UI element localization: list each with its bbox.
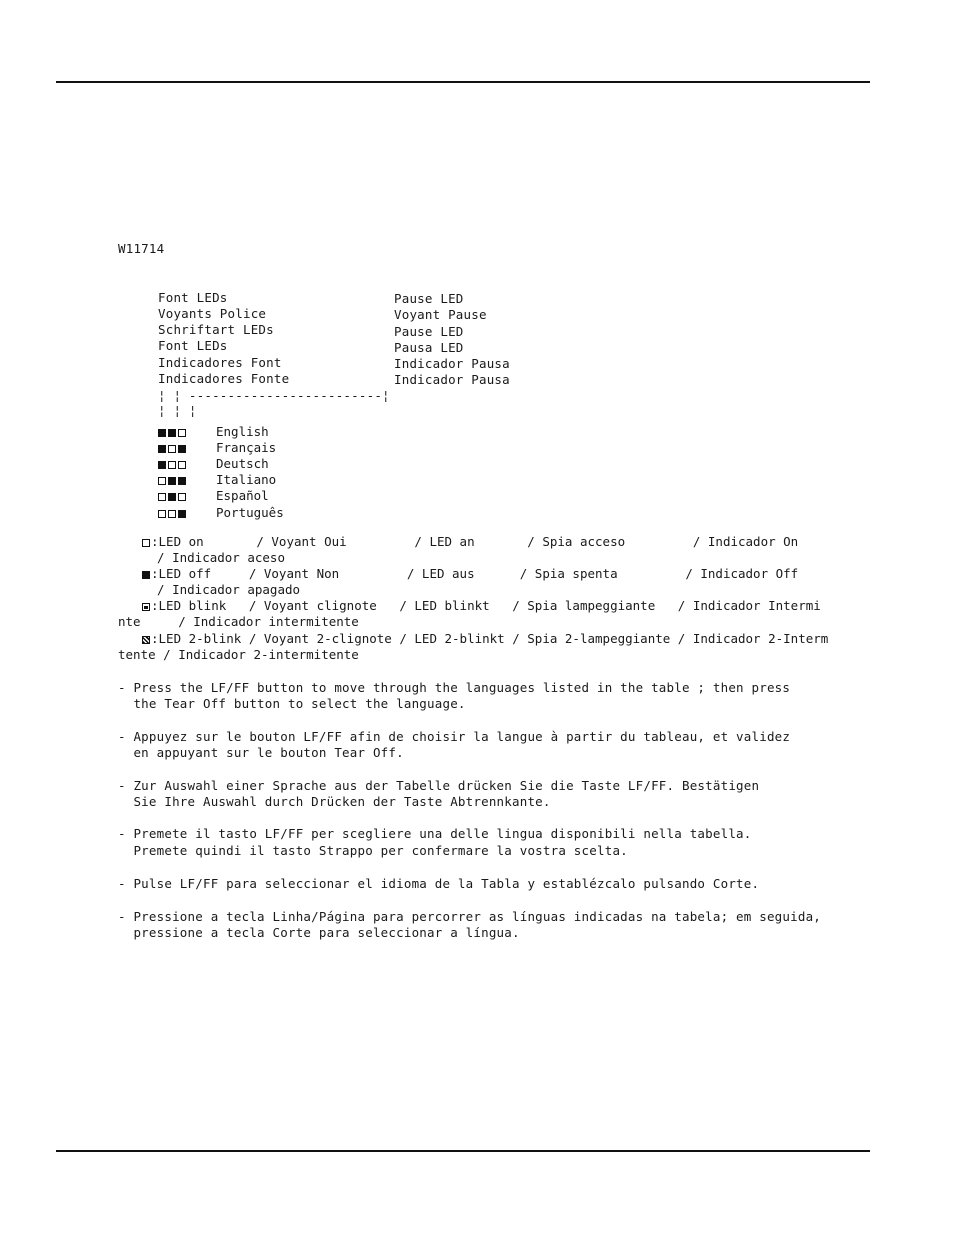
legend-blink: :LED blink / Voyant clignote / LED blinkt / Spia lampeggiante / Indicador Intermi	[142, 599, 821, 613]
pause-led-label: Voyant Pause	[394, 307, 487, 322]
instruction-de-cont: Sie Ihre Auswahl durch Drücken der Taste Abtrennkante.	[118, 794, 551, 809]
led-off-icon	[168, 461, 176, 469]
led-off-icon	[158, 493, 166, 501]
led-off-icon	[158, 510, 166, 518]
led-off-symbol-icon	[142, 571, 150, 579]
led-2blink-symbol-icon	[142, 636, 150, 644]
instruction-it: - Premete il tasto LF/FF per scegliere una delle lingua disponibili nella tabella.	[118, 826, 752, 841]
language-label: Español	[216, 488, 269, 503]
legend-off: :LED off / Voyant Non / LED aus / Spia spenta / Indicador Off	[142, 567, 798, 581]
font-led-label: Voyants Police	[158, 306, 267, 321]
legend-on-cont: / Indicador aceso	[142, 550, 285, 565]
font-led-label: Font LEDs	[158, 290, 228, 305]
language-row-portugues	[158, 502, 284, 520]
language-label: Français	[216, 440, 277, 455]
document-id: W11714	[118, 241, 165, 256]
led-on-icon	[178, 510, 186, 518]
language-row-italiano	[158, 469, 277, 487]
pause-led-label: Indicador Pausa	[394, 372, 510, 387]
led-on-icon	[158, 429, 166, 437]
legend-off-cont: / Indicador apagado	[142, 582, 301, 597]
instruction-fr-cont: en appuyant sur le bouton Tear Off.	[118, 745, 404, 760]
led-on-icon	[178, 445, 186, 453]
bracket-line: ¦ ¦ ¦	[158, 403, 197, 418]
language-label: English	[216, 424, 269, 439]
led-on-icon	[158, 445, 166, 453]
led-off-icon	[168, 510, 176, 518]
instruction-fr: - Appuyez sur le bouton LF/FF afin de choisir la langue à partir du tableau, et validez	[118, 729, 791, 744]
instruction-pt-cont: pressione a tecla Corte para seleccionar a língua.	[118, 925, 520, 940]
led-on-icon	[168, 429, 176, 437]
led-on-icon	[168, 493, 176, 501]
language-row-english	[158, 421, 269, 439]
bracket-line: ¦ ¦ -------------------------¦	[158, 388, 390, 403]
instruction-en: - Press the LF/FF button to move through the languages listed in the table ; then press	[118, 680, 791, 695]
language-row-deutsch	[158, 453, 269, 471]
font-led-label: Schriftart LEDs	[158, 322, 274, 337]
legend-blink2-cont: tente / Indicador 2-intermitente	[118, 647, 359, 662]
led-off-icon	[178, 461, 186, 469]
font-led-label: Indicadores Font	[158, 355, 282, 370]
pause-led-label: Pause LED	[394, 324, 464, 339]
legend-on: :LED on / Voyant Oui / LED an / Spia acceso / Indicador On	[142, 535, 798, 549]
language-label: Deutsch	[216, 456, 269, 471]
led-on-icon	[158, 461, 166, 469]
led-off-icon	[168, 445, 176, 453]
legend-blink-cont: nte / Indicador intermitente	[118, 614, 359, 629]
led-on-icon	[168, 477, 176, 485]
led-pattern	[158, 502, 216, 521]
instruction-de: - Zur Auswahl einer Sprache aus der Tabelle drücken Sie die Taste LF/FF. Bestätigen	[118, 778, 760, 793]
language-label: Italiano	[216, 472, 277, 487]
pause-led-label: Indicador Pausa	[394, 356, 510, 371]
instruction-es: - Pulse LF/FF para seleccionar el idioma de la Tabla y establézcalo pulsando Corte.	[118, 876, 760, 891]
legend-blink2: :LED 2-blink / Voyant 2-clignote / LED 2-blinkt / Spia 2-lampeggiante / Indicador 2-Interm	[142, 632, 828, 646]
pause-led-label: Pause LED	[394, 291, 464, 306]
led-off-icon	[178, 493, 186, 501]
led-off-icon	[178, 429, 186, 437]
instruction-pt: - Pressione a tecla Linha/Página para percorrer as línguas indicadas na tabela; em seguida,	[118, 909, 822, 924]
instruction-en-cont: the Tear Off button to select the language.	[118, 696, 466, 711]
led-off-icon	[158, 477, 166, 485]
language-row-francais	[158, 437, 277, 455]
language-label: Português	[216, 505, 284, 520]
font-led-label: Font LEDs	[158, 338, 228, 353]
led-on-symbol-icon	[142, 539, 150, 547]
language-row-espanol	[158, 485, 269, 503]
top-rule	[56, 81, 870, 83]
pause-led-label: Pausa LED	[394, 340, 464, 355]
font-led-label: Indicadores Fonte	[158, 371, 290, 386]
instruction-it-cont: Premete quindi il tasto Strappo per confermare la vostra scelta.	[118, 843, 628, 858]
led-blink-symbol-icon	[142, 603, 150, 611]
led-on-icon	[178, 477, 186, 485]
bottom-rule	[56, 1150, 870, 1152]
